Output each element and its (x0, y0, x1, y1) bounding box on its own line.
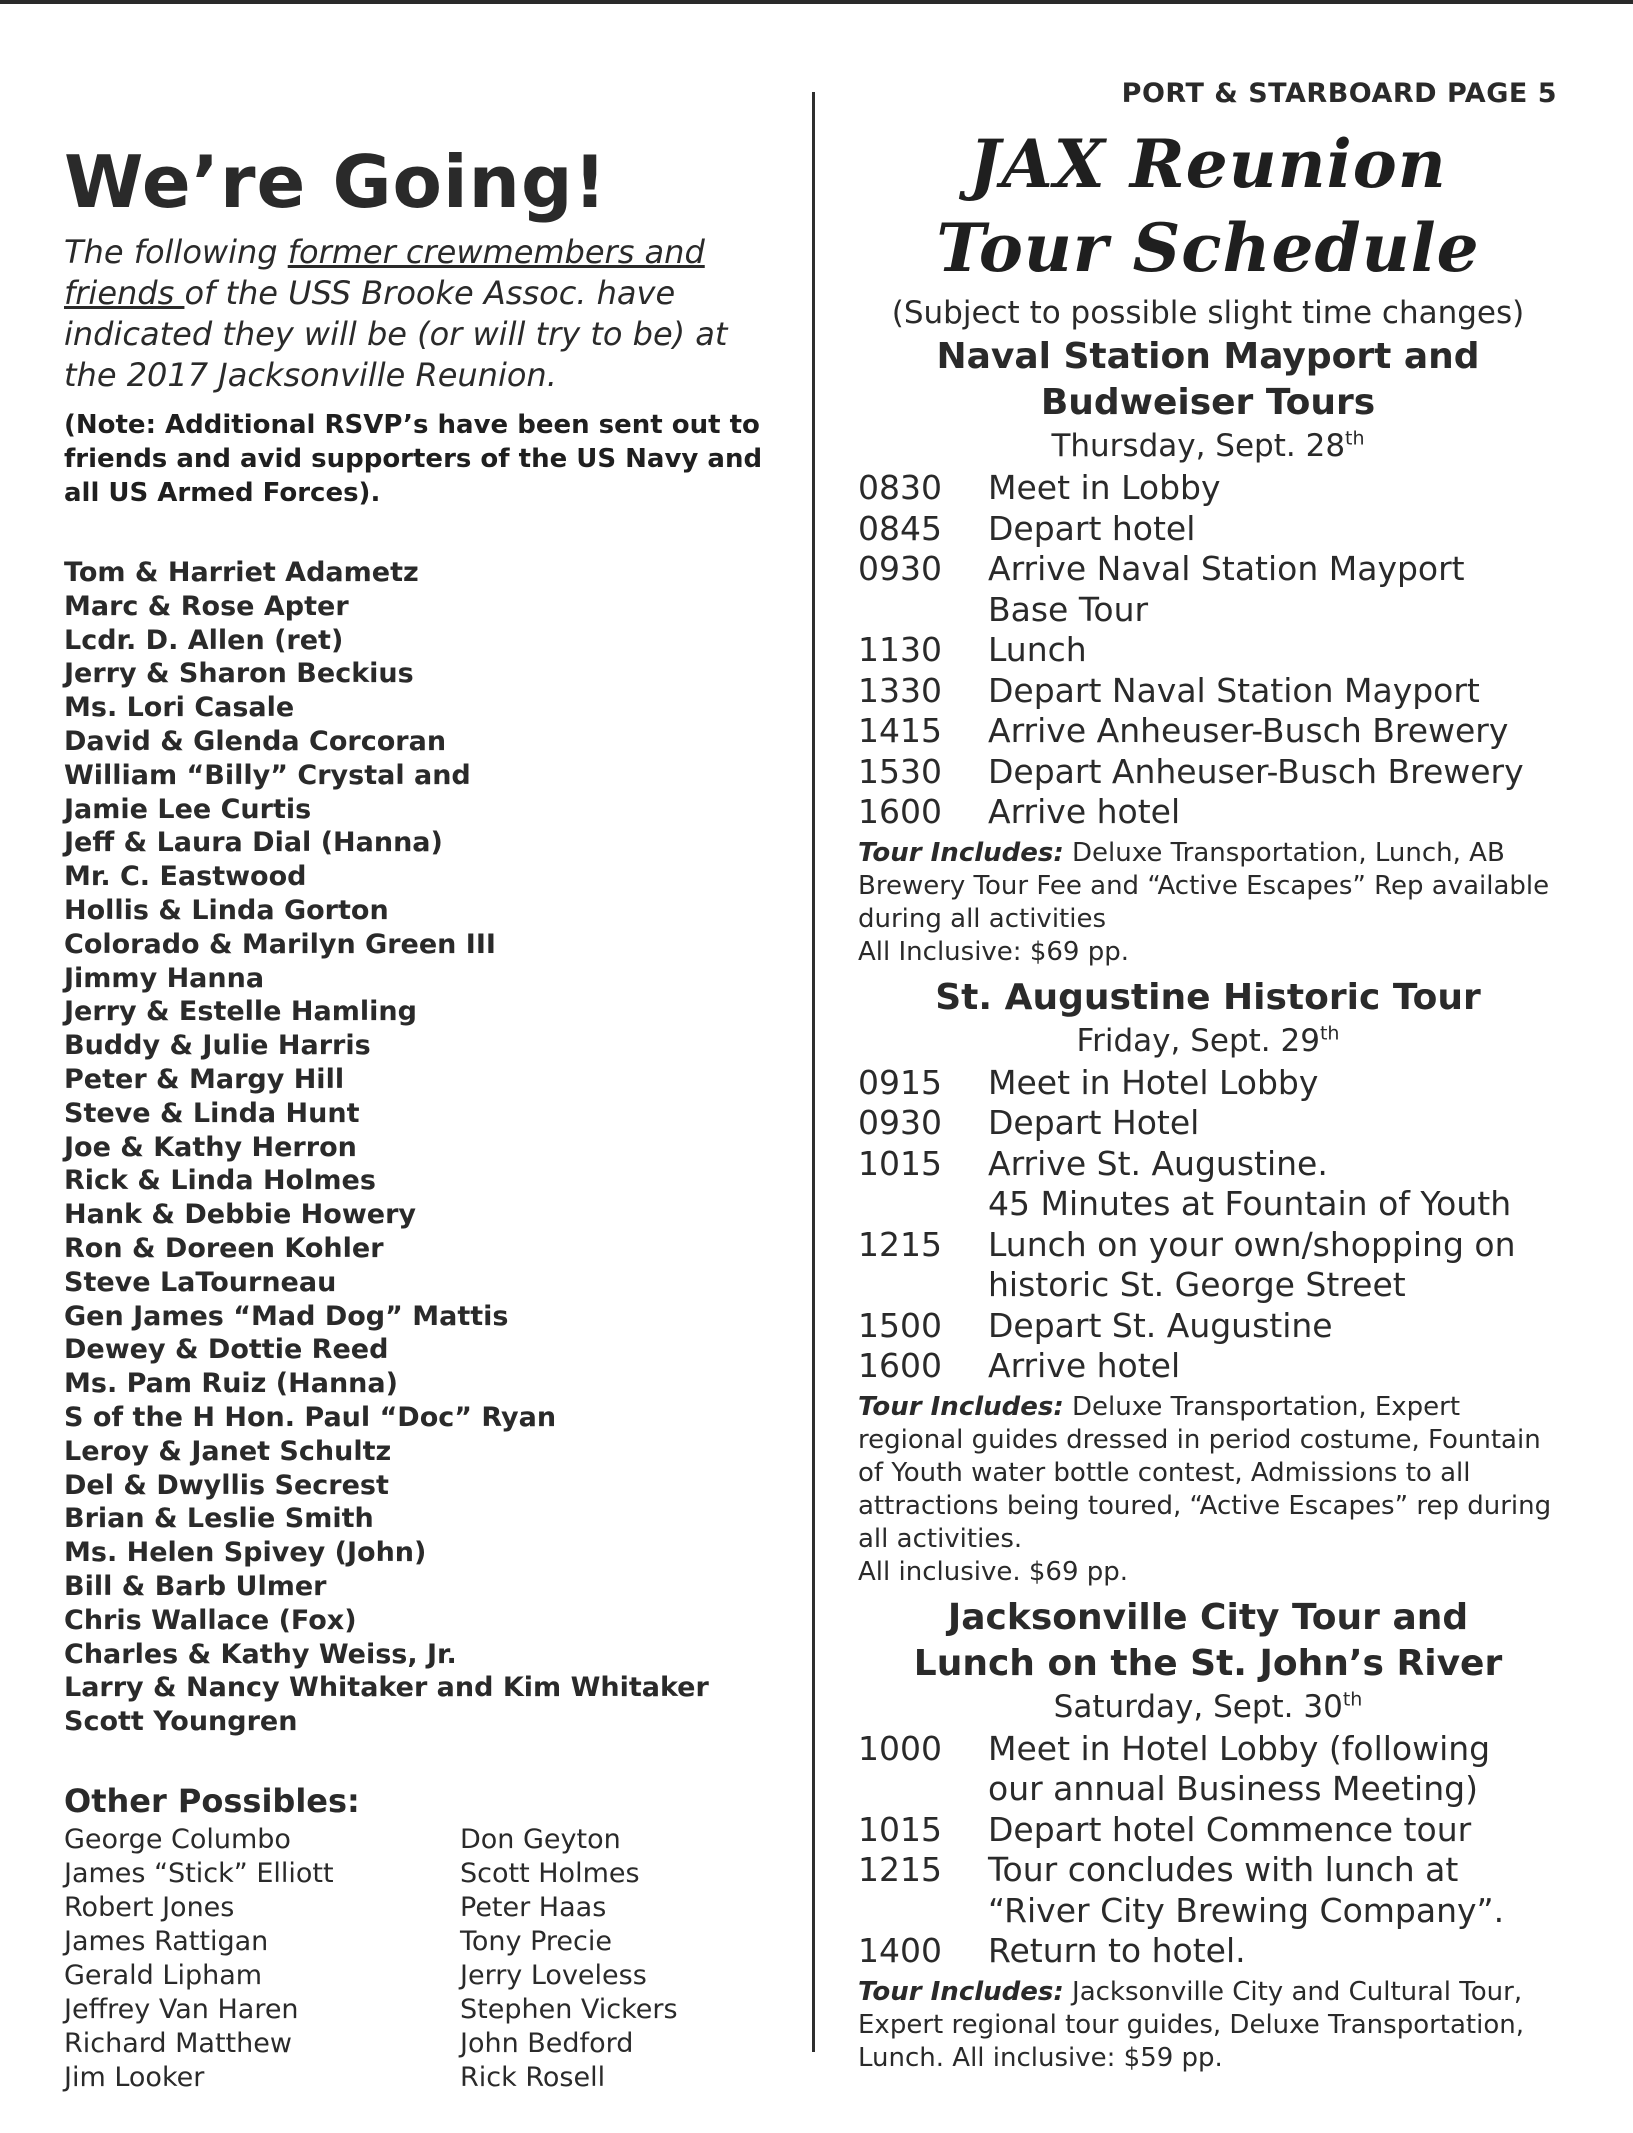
schedule-time (858, 1891, 988, 1932)
schedule-title-line-2: Tour Schedule (936, 209, 1480, 287)
schedule-time: 1500 (858, 1305, 942, 1345)
schedule-row (858, 630, 1558, 671)
attendee-item: Jerry & Sharon Beckius (64, 658, 414, 690)
attendee-item: Ms. Lori Casale (64, 692, 295, 724)
schedule-row (858, 1931, 1558, 1972)
attendee-item: Larry & Nancy Whitaker and Kim Whitaker (64, 1672, 709, 1704)
attendee-list (64, 556, 784, 1739)
top-rule (0, 0, 1633, 4)
schedule-event: Meet in Lobby (988, 468, 1221, 507)
tour-includes-label: Tour Includes: (858, 837, 1064, 868)
tour-heading: St. Augustine Historic Tour (935, 976, 1481, 1018)
attendee-item: Del & Dwyllis Secrest (64, 1469, 389, 1501)
schedule-time: 0930 (858, 549, 942, 588)
schedule-time: 1415 (858, 711, 942, 750)
attendee-item: Ron & Doreen Kohler (64, 1232, 384, 1264)
schedule-time: 1130 (858, 630, 942, 669)
schedule-event: Depart St. Augustine (988, 1305, 1333, 1345)
tour-date (858, 426, 1558, 466)
schedule-event: Meet in Hotel Lobby (following (988, 1728, 1491, 1768)
attendee-item: Leroy & Janet Schultz (64, 1435, 392, 1467)
other-possibles (64, 1823, 784, 2095)
possible-attendee-item: Tony Precie (460, 1925, 612, 1957)
schedule-row (858, 711, 1558, 752)
schedule-time: 1000 (858, 1728, 942, 1768)
schedule-event: our annual Business Meeting) (988, 1769, 1478, 1808)
tour-st-augustine (858, 975, 1558, 1589)
schedule-event: Arrive Naval Station Mayport (988, 549, 1465, 588)
page-label: PORT & STARBOARD PAGE 5 (1121, 78, 1557, 109)
schedule-time: 1600 (858, 792, 942, 831)
possible-attendee-item: Robert Jones (64, 1891, 235, 1923)
schedule-row (858, 1144, 1558, 1185)
schedule-event: Arrive hotel (988, 792, 1181, 831)
schedule-event: Depart hotel Commence tour (988, 1809, 1472, 1849)
schedule-event: Lunch (988, 630, 1087, 669)
schedule-row (858, 1850, 1558, 1891)
attendees-heading: We’re Going! (64, 140, 608, 224)
tour-price: All Inclusive: $69 pp. (858, 936, 1129, 967)
attendee-item: Steve LaTourneau (64, 1266, 337, 1298)
tour-price: All inclusive. $69 pp. (858, 1556, 1129, 1587)
possible-attendee-item: James Rattigan (64, 1925, 269, 1957)
schedule-time: 1400 (858, 1931, 942, 1970)
schedule-event: Tour concludes with lunch at (988, 1850, 1459, 1889)
schedule-row (858, 1225, 1558, 1266)
tour-includes (858, 1976, 1558, 2075)
possible-attendee-item: Richard Matthew (64, 2027, 292, 2059)
schedule-time: 0915 (858, 1062, 942, 1102)
tour-heading: Lunch on the St. John’s River (913, 1642, 1503, 1684)
tour-includes-text: Jacksonville City and Cultural Tour, Expert regional tour guides, Deluxe Transportation, Lunch. All inclusive: $59 pp. (858, 1976, 1524, 2073)
attendee-item: Chris Wallace (Fox) (64, 1604, 357, 1636)
attendee-item: Lcdr. D. Allen (ret) (64, 624, 344, 656)
schedule-time: 1530 (858, 751, 942, 791)
schedule-row (858, 671, 1558, 712)
schedule-event: Depart Anheuser-Busch Brewery (988, 751, 1524, 791)
tour-heading: Budweiser Tours (1040, 382, 1376, 423)
tour-includes-text: Deluxe Transportation, Expert regional guides dressed in period costume, Fountain of Youth water bottle contest, Admissions to all attractions being toured, “Active Escapes” rep during all activities. (858, 1391, 1552, 1554)
column-divider (812, 92, 815, 2052)
possible-attendee-item: Jerry Loveless (460, 1959, 647, 1991)
schedule-row (858, 549, 1558, 590)
schedule-event: Depart hotel (988, 508, 1196, 548)
tour-date (858, 1687, 1558, 1727)
schedule-time: 1215 (858, 1224, 942, 1264)
attendee-item: Peter & Margy Hill (64, 1063, 345, 1095)
attendee-item: S of the H Hon. Paul “Doc” Ryan (64, 1401, 557, 1433)
attendee-item: Mr. C. Eastwood (64, 861, 307, 893)
schedule-row (858, 792, 1558, 833)
schedule-title-line-1: JAX Reunion (969, 125, 1447, 203)
possible-attendee-item: Rick Rosell (460, 2061, 606, 2093)
possible-attendee-item: Peter Haas (460, 1891, 607, 1923)
tour-includes-label: Tour Includes: (858, 1391, 1064, 1422)
schedule-row (858, 590, 1558, 631)
possible-attendee-item: Don Geyton (460, 1823, 621, 1855)
possible-attendee-item: Jeffrey Van Haren (64, 1993, 299, 2025)
tour-mayport-budweiser (858, 334, 1558, 969)
schedule-event: Arrive St. Augustine. (988, 1143, 1328, 1183)
tour-date-suffix: th (1319, 1022, 1340, 1045)
attendee-item: Tom & Harriet Adametz (64, 557, 419, 588)
schedule-event: “River City Brewing Company”. (988, 1890, 1505, 1930)
schedule-event: 45 Minutes at Fountain of Youth (988, 1184, 1512, 1223)
possible-attendee-item: Gerald Lipham (64, 1959, 263, 1991)
schedule-row (858, 509, 1558, 550)
schedule-row (858, 1306, 1558, 1347)
attendee-item: Ms. Helen Spivey (John) (64, 1537, 427, 1569)
intro-underlined-2: friends (64, 274, 185, 312)
tour-date-text: Thursday, Sept. 28 (1051, 428, 1346, 464)
possible-attendee-item: Scott Holmes (460, 1857, 640, 1889)
tour-includes-label: Tour Includes: (858, 1976, 1064, 2007)
rsvp-note: (Note: Additional RSVP’s have been sent out to friends and avid supporters of the US Navy and all US Armed Forces). (64, 410, 763, 508)
attendee-item: Brian & Leslie Smith (64, 1503, 374, 1535)
schedule-time (858, 590, 988, 631)
attendee-item: Dewey & Dottie Reed (64, 1334, 389, 1366)
tour-includes (858, 837, 1558, 936)
tour-schedule-column (858, 122, 1558, 2075)
attendee-item: Steve & Linda Hunt (64, 1097, 360, 1129)
schedule-row (858, 752, 1558, 793)
schedule-event: Lunch on your own/shopping on (988, 1224, 1516, 1264)
intro-text-end: of the USS Brooke Assoc. have indicated they will be (or will try to be) at the 2017 Jacksonville Reunion. (64, 274, 728, 394)
schedule-event: Base Tour (988, 589, 1149, 629)
attendee-item: Colorado & Marilyn Green III (64, 928, 496, 960)
schedule-time: 1015 (858, 1809, 942, 1849)
schedule-event: historic St. George Street (988, 1265, 1406, 1304)
intro-underlined-1: former crewmembers and (287, 233, 705, 271)
tour-date-suffix: th (1345, 427, 1365, 450)
schedule-event: Meet in Hotel Lobby (988, 1062, 1319, 1102)
schedule-time: 0830 (858, 468, 942, 507)
tour-date (858, 1021, 1558, 1061)
other-possibles-heading: Other Possibles: (64, 1781, 360, 1820)
attendee-item: Bill & Barb Ulmer (64, 1570, 327, 1602)
tour-includes (858, 1391, 1558, 1556)
tour-includes-text: Deluxe Transportation, Lunch, AB Brewery Tour Fee and “Active Escapes” Rep available during all activities (858, 837, 1550, 934)
schedule-row (858, 1184, 1558, 1225)
schedule-time: 0930 (858, 1103, 942, 1142)
attendee-item: Ms. Pam Ruiz (Hanna) (64, 1368, 398, 1400)
attendee-item: William “Billy” Crystal and (64, 759, 471, 791)
intro-text-start: The following (64, 233, 288, 271)
schedule-event: Arrive Anheuser-Busch Brewery (988, 711, 1509, 750)
tour-schedule (858, 1063, 1558, 1387)
tour-schedule (858, 1729, 1558, 1972)
schedule-time (858, 1769, 988, 1810)
other-possibles-column-2 (460, 1823, 678, 2095)
possible-attendee-item: James “Stick” Elliott (64, 1857, 334, 1889)
tour-date-text: Friday, Sept. 29 (1076, 1022, 1320, 1059)
schedule-row (858, 1265, 1558, 1306)
other-possibles-column-1 (64, 1823, 460, 2095)
possible-attendee-item: Jim Looker (64, 2061, 205, 2093)
tour-date-suffix: th (1342, 1688, 1363, 1711)
tour-schedule (858, 468, 1558, 833)
attendee-item: Jimmy Hanna (64, 962, 265, 994)
attendee-item: David & Glenda Corcoran (64, 725, 447, 757)
attendees-intro (64, 232, 784, 396)
tour-jacksonville-city (858, 1595, 1558, 2075)
possible-attendee-item: John Bedford (460, 2027, 634, 2059)
schedule-event: Arrive hotel (988, 1346, 1181, 1385)
schedule-time (858, 1184, 988, 1225)
schedule-subtitle: (Subject to possible slight time changes) (891, 295, 1525, 331)
schedule-event: Return to hotel. (988, 1931, 1246, 1970)
schedule-event: Depart Hotel (988, 1103, 1200, 1142)
attendee-item: Hollis & Linda Gorton (64, 894, 389, 926)
possible-attendee-item: George Columbo (64, 1823, 291, 1855)
tour-heading: Jacksonville City Tour and (947, 1596, 1469, 1638)
possible-attendee-item: Stephen Vickers (460, 1993, 678, 2025)
attendee-item: Charles & Kathy Weiss, Jr. (64, 1638, 457, 1670)
schedule-time: 1600 (858, 1346, 942, 1385)
attendee-item: Hank & Debbie Howery (64, 1199, 417, 1231)
schedule-time: 1330 (858, 670, 942, 710)
attendee-item: Scott Youngren (64, 1706, 298, 1738)
schedule-row (858, 1063, 1558, 1104)
schedule-time: 1215 (858, 1850, 942, 1889)
schedule-event: Depart Naval Station Mayport (988, 670, 1480, 710)
attendee-item: Buddy & Julie Harris (64, 1030, 371, 1062)
attendee-item: Jeff & Laura Dial (Hanna) (64, 827, 443, 859)
schedule-row (858, 1103, 1558, 1144)
attendees-column (64, 140, 784, 2095)
attendee-item: Jerry & Estelle Hamling (64, 996, 417, 1028)
schedule-time (858, 1265, 988, 1306)
attendee-item: Marc & Rose Apter (64, 590, 349, 622)
schedule-row (858, 1346, 1558, 1387)
schedule-row (858, 1729, 1558, 1770)
schedule-row (858, 1769, 1558, 1810)
attendee-item: Gen James “Mad Dog” Mattis (64, 1300, 509, 1332)
attendee-item: Joe & Kathy Herron (64, 1131, 357, 1163)
schedule-row (858, 1810, 1558, 1851)
schedule-time: 1015 (858, 1143, 942, 1183)
tour-heading: Naval Station Mayport and (936, 336, 1480, 377)
tour-date-text: Saturday, Sept. 30 (1053, 1688, 1343, 1725)
attendee-item: Jamie Lee Curtis (64, 793, 312, 825)
schedule-row (858, 468, 1558, 509)
schedule-row (858, 1891, 1558, 1932)
attendee-item: Rick & Linda Holmes (64, 1165, 376, 1197)
schedule-time: 0845 (858, 508, 942, 548)
